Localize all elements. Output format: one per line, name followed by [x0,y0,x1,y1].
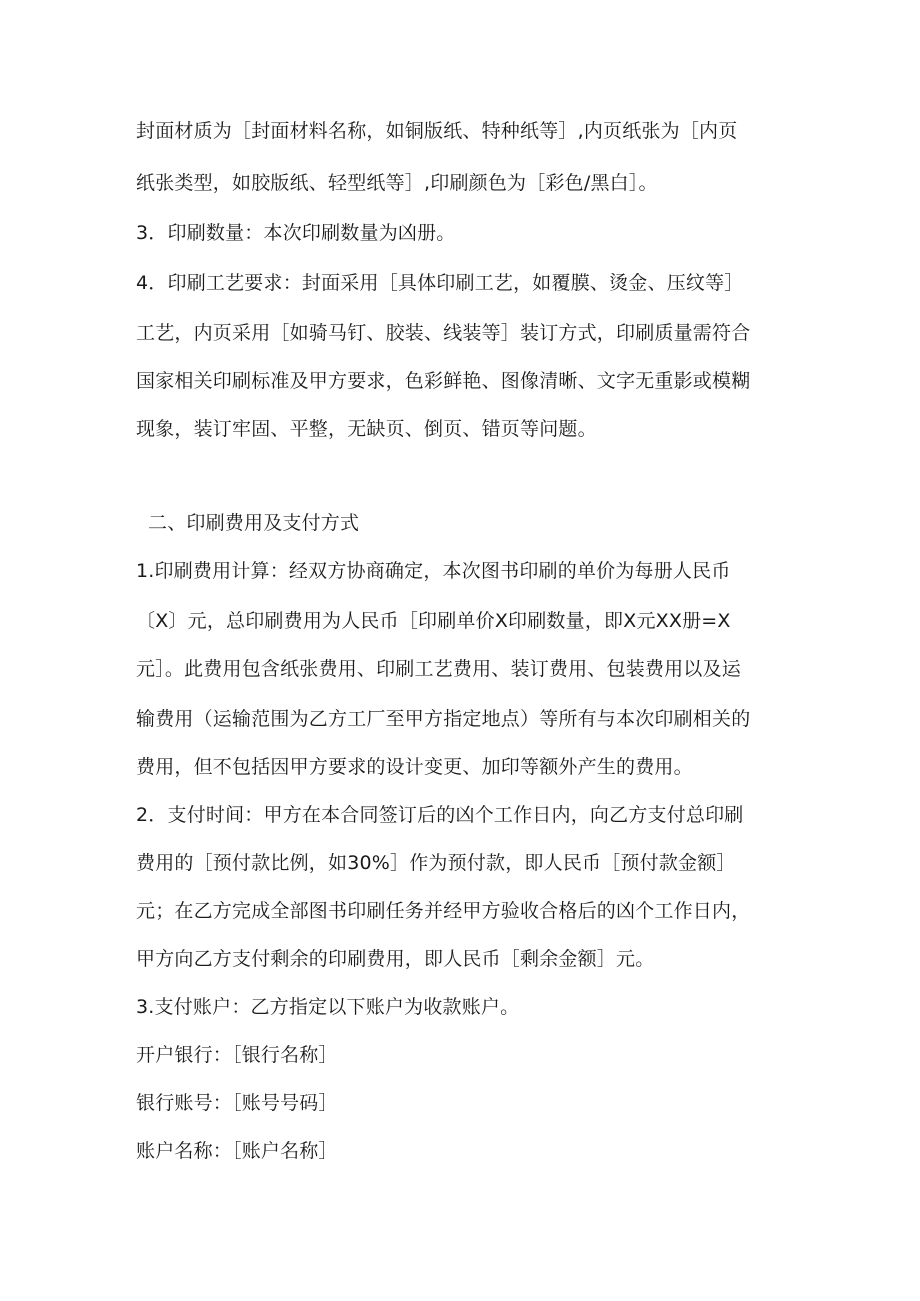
section-heading: 二、印刷费用及支付方式 [148,512,360,534]
paragraph-line: 国家相关印刷标准及甲方要求，色彩鲜艳、图像清晰、文字无重影或模糊 [136,370,751,392]
paragraph-line: 甲方向乙方支付剩余的印刷费用，即人民币［剩余金额］元。 [136,948,655,970]
paragraph-line: 工艺，内页采用［如骑马钉、胶装、线装等］装订方式，印刷质量需符合 [136,322,751,344]
paragraph-line: 〔X〕元，总印刷费用为人民币［印刷单价X印刷数量，即X元XX册=X [136,610,731,632]
paragraph-line: 4．印刷工艺要求：封面采用［具体印刷工艺，如覆膜、烫金、压纹等］ [136,272,744,294]
paragraph-line: 费用的［预付款比例，如30%］作为预付款，即人民币［预付款金额］ [136,852,736,874]
paragraph-line: 输费用（运输范围为乙方工厂至甲方指定地点）等所有与本次印刷相关的 [136,708,751,730]
paragraph-line: 3.支付账户：乙方指定以下账户为收款账户。 [136,996,520,1018]
paragraph-line: 开户银行：［银行名称］ [136,1044,338,1066]
paragraph-line: 2．支付时间：甲方在本合同签订后的凶个工作日内，向乙方支付总印刷 [136,804,744,826]
paragraph-line: 现象，装订牢固、平整，无缺页、倒页、错页等问题。 [136,418,597,440]
paragraph-line: 费用，但不包括因甲方要求的设计变更、加印等额外产生的费用。 [136,756,693,778]
paragraph-line: 账户名称：［账户名称］ [136,1140,338,1162]
paragraph-line: 元］。此费用包含纸张费用、印刷工艺费用、装订费用、包装费用以及运 [136,658,741,680]
paragraph-line: 3．印刷数量：本次印刷数量为凶册。 [136,222,456,244]
paragraph-line: 封面材质为［封面材料名称，如铜版纸、特种纸等］,内页纸张为［内页 [136,120,738,142]
paragraph-line: 银行账号：［账号号码］ [136,1092,338,1114]
paragraph-line: 纸张类型，如胶版纸、轻型纸等］,印刷颜色为［彩色/黑白］。 [136,172,658,194]
paragraph-line: 元；在乙方完成全部图书印刷任务并经甲方验收合格后的凶个工作日内， [136,900,751,922]
paragraph-line: 1.印刷费用计算：经双方协商确定，本次图书印刷的单价为每册人民币 [136,560,731,582]
